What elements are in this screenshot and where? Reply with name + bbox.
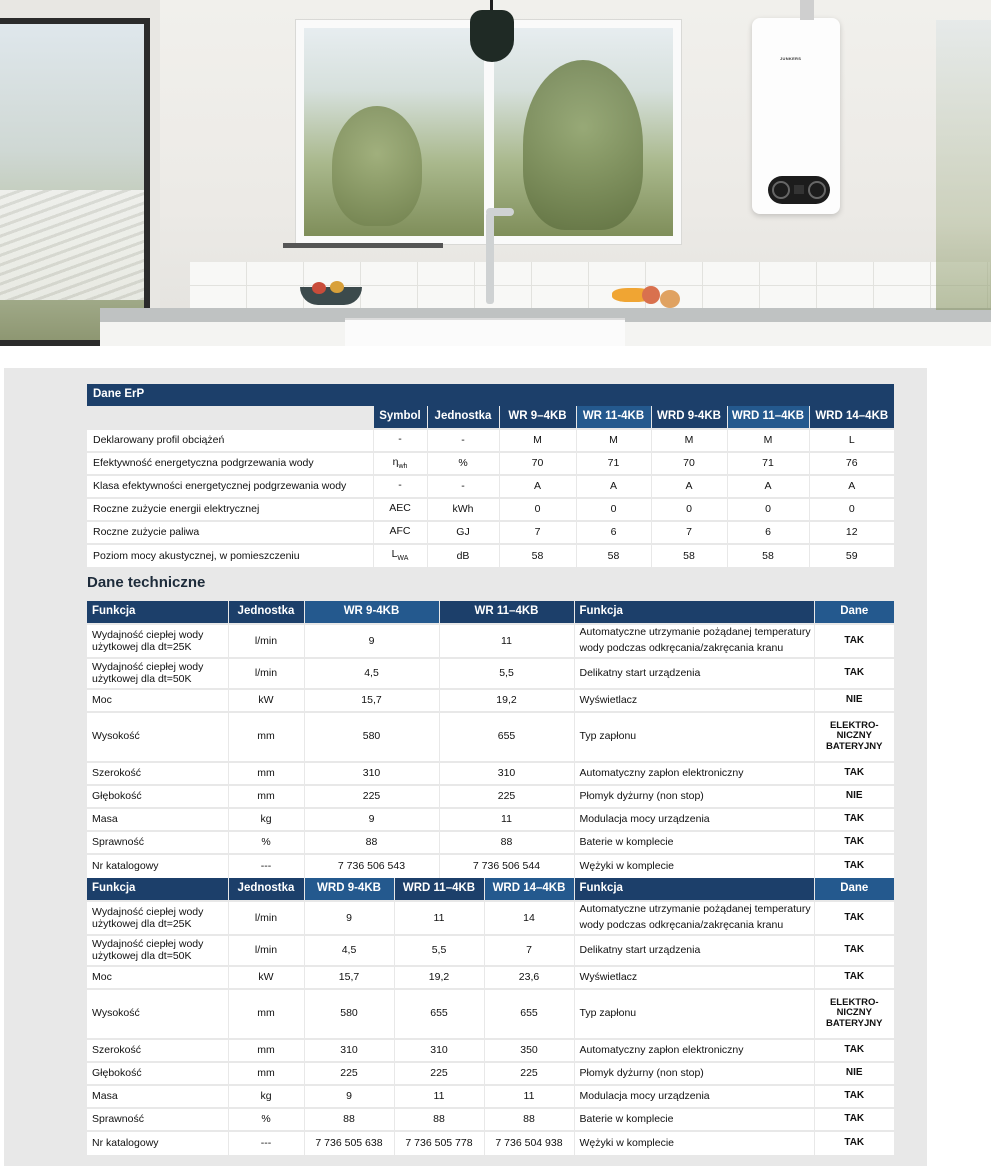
tech2-row-unit: kW [228,966,304,989]
tech2-row [87,1039,894,1062]
hero-pendant-lamp [470,10,514,62]
tech1-header-feature: Funkcja [574,601,814,624]
erp-header-model: WRD 14–4KB [809,406,894,429]
tech2-row-function: Szerokość [87,1039,228,1062]
tech2-row-model-value: 225 [394,1062,484,1085]
tech2-row-function: Głębokość [87,1062,228,1085]
tech1-row-model-value: 5,5 [439,658,574,689]
tech2-row-status: TAK [814,901,894,935]
erp-row [87,475,894,498]
tech2-row-feature: Automatyczny zapłon elektroniczny [574,1039,814,1062]
tech1-row-feature: Delikatny start urządzenia [574,658,814,689]
tech2-header-model: WRD 14–4KB [484,878,574,901]
erp-row-value: 58 [576,544,651,567]
erp-row-value: 6 [727,521,809,544]
erp-row [87,429,894,452]
tech2-header-model: WRD 11–4KB [394,878,484,901]
tech1-row-status: TAK [814,808,894,831]
tech2-row-model-value: 9 [304,1085,394,1108]
tech2-row-model-value: 19,2 [394,966,484,989]
tech2-row-feature: Wyświetlacz [574,966,814,989]
erp-row-value: A [727,475,809,498]
tech1-row-status: NIE [814,785,894,808]
section-title-technical: Dane techniczne [87,574,206,591]
erp-symbol-text: - [398,432,402,445]
tech2-row-model-value: 4,5 [304,935,394,966]
tech1-row-model-value: 7 736 506 543 [304,854,439,878]
tech2-row-unit: --- [228,1131,304,1155]
erp-row-value: A [809,475,894,498]
erp-row-label: Roczne zużycie paliwa [87,521,373,544]
erp-row-unit: - [427,475,499,498]
tech1-row-function: Szerokość [87,762,228,785]
erp-row-label: Poziom mocy akustycznej, w pomieszczeniu [87,544,373,567]
tech2-row-model-value: 350 [484,1039,574,1062]
tech1-row-unit: kW [228,689,304,712]
tech1-row-unit: kg [228,808,304,831]
erp-row [87,544,894,567]
tech1-row-status: TAK [814,854,894,878]
tech2-row-feature: Delikatny start urządzenia [574,935,814,966]
erp-row-value: A [499,475,576,498]
erp-symbol-text: L [391,548,398,561]
tech-table-wrd [87,878,894,1155]
tech2-row [87,935,894,966]
tech2-row-model-value: 580 [304,989,394,1039]
tech2-header-feature: Funkcja [574,878,814,901]
tech2-row [87,1062,894,1085]
hero-door [0,18,150,346]
hero-tree [523,60,643,230]
tech1-row-unit: --- [228,854,304,878]
tech2-row [87,966,894,989]
tech2-row-status: TAK [814,1039,894,1062]
tech1-row-model-value: 11 [439,808,574,831]
erp-row-label: Efektywność energetyczna podgrzewania wody [87,452,373,475]
tech1-row-model-value: 88 [304,831,439,854]
tech2-row-feature: Baterie w komplecie [574,1108,814,1131]
tech2-row-model-value: 11 [394,1085,484,1108]
tech2-header-model: WRD 9-4KB [304,878,394,901]
tech2-row-feature: Typ zapłonu [574,989,814,1039]
tech1-row-model-value: 88 [439,831,574,854]
tech2-row-model-value: 7 736 505 638 [304,1131,394,1155]
tech1-row [87,658,894,689]
tech2-row-model-value: 15,7 [304,966,394,989]
tech2-row [87,1085,894,1108]
tech1-row [87,854,894,878]
tech2-row-function: Wydajność ciepłej wody użytkowej dla dt=25K [87,901,228,935]
tech1-row-function: Wysokość [87,712,228,762]
tech1-row [87,762,894,785]
erp-row-value: 0 [576,498,651,521]
erp-row-value: A [576,475,651,498]
erp-row-value: M [651,429,727,452]
tech1-row-model-value: 4,5 [304,658,439,689]
erp-row-value: 6 [576,521,651,544]
tech2-row-model-value: 7 736 504 938 [484,1131,574,1155]
display-icon [794,185,804,194]
tech1-row-status: TAK [814,831,894,854]
tech1-row-unit: % [228,831,304,854]
erp-table [87,384,894,567]
tech1-row-unit: mm [228,712,304,762]
knob-icon [808,181,826,199]
tech2-row-function: Moc [87,966,228,989]
erp-row-unit: kWh [427,498,499,521]
hero-sink [345,318,625,346]
tech-table-wr [87,601,894,878]
hero-porch [0,190,144,300]
tech2-row-status: TAK [814,935,894,966]
tech2-row [87,1108,894,1131]
tech2-row-unit: l/min [228,935,304,966]
tech2-row-model-value: 655 [394,989,484,1039]
erp-row-label: Klasa efektywności energetycznej podgrzewania wody [87,475,373,498]
tech2-row-model-value: 225 [304,1062,394,1085]
erp-row-value: M [499,429,576,452]
erp-row-value: 7 [651,521,727,544]
erp-row [87,498,894,521]
tech2-row-function: Wydajność ciepłej wody użytkowej dla dt=50K [87,935,228,966]
tech2-row-model-value: 23,6 [484,966,574,989]
erp-header-blank [87,406,373,429]
tech1-row-feature: Wężyki w komplecie [574,854,814,878]
tech1-row-unit: mm [228,785,304,808]
tech1-row-model-value: 7 736 506 544 [439,854,574,878]
erp-row-symbol [373,429,427,452]
erp-symbol-text: η [392,455,399,468]
tech1-row-feature: Wyświetlacz [574,689,814,712]
erp-row-unit: GJ [427,521,499,544]
erp-header-model: WR 9–4KB [499,406,576,429]
knob-icon [772,181,790,199]
erp-row-value: A [651,475,727,498]
erp-row-value: 71 [576,452,651,475]
tech2-row-model-value: 11 [394,901,484,935]
tech1-row-feature: Automatyczny zapłon elektroniczny [574,762,814,785]
tech1-row-model-value: 225 [304,785,439,808]
tech1-row-feature: Typ zapłonu [574,712,814,762]
erp-row-value: 12 [809,521,894,544]
erp-row-value: 58 [727,544,809,567]
erp-row-value: 58 [499,544,576,567]
hero-fruit [660,290,680,308]
tech2-row-feature: Automatyczne utrzymanie pożądanej temperatury wody podczas odkręcania/zakręcania kranu [574,901,814,935]
tech1-row-model-value: 11 [439,624,574,658]
tech1-header-model: WR 9-4KB [304,601,439,624]
tech2-row [87,901,894,935]
tech2-row-model-value: 7 [484,935,574,966]
tech2-row-status: TAK [814,1085,894,1108]
erp-row-value: M [727,429,809,452]
tech2-row-feature: Modulacja mocy urządzenia [574,1085,814,1108]
erp-row-value: 7 [499,521,576,544]
erp-row-symbol [373,475,427,498]
erp-row [87,521,894,544]
tech1-row-model-value: 580 [304,712,439,762]
tech2-row-status: ELEKTRO-NICZNY BATERYJNY [814,989,894,1039]
erp-row-value: 0 [651,498,727,521]
hero-faucet [486,212,494,304]
tech2-row-model-value: 9 [304,901,394,935]
hero-shelf [283,243,443,248]
hero-tree [332,106,422,226]
tech2-row-model-value: 11 [484,1085,574,1108]
tech2-row-status: NIE [814,1062,894,1085]
water-heater-control-panel [768,176,830,204]
tech1-row-status: NIE [814,689,894,712]
water-heater [752,18,840,214]
erp-row-unit: - [427,429,499,452]
tech2-row [87,1131,894,1155]
tech2-row-model-value: 88 [394,1108,484,1131]
tech1-header-function: Funkcja [87,601,228,624]
erp-row-value: 0 [499,498,576,521]
tech1-row-unit: l/min [228,624,304,658]
erp-symbol-subscript: wh [398,463,408,471]
erp-row-symbol [373,521,427,544]
tech2-row-model-value: 14 [484,901,574,935]
tech1-row-model-value: 310 [439,762,574,785]
tech1-header-unit: Jednostka [228,601,304,624]
tech1-row-function: Nr katalogowy [87,854,228,878]
tech1-row-model-value: 655 [439,712,574,762]
erp-symbol-text: - [398,478,402,491]
hero-kitchen-photo [0,0,991,346]
tech1-row-feature: Płomyk dyżurny (non stop) [574,785,814,808]
tech2-row-unit: mm [228,989,304,1039]
tech1-row-status: TAK [814,762,894,785]
tech1-row-status: TAK [814,624,894,658]
tech1-row-model-value: 9 [304,624,439,658]
tech1-row-model-value: 225 [439,785,574,808]
tech2-row-status: TAK [814,1131,894,1155]
erp-row-value: 70 [651,452,727,475]
erp-symbol-text: AFC [389,524,411,537]
tech2-row-feature: Wężyki w komplecie [574,1131,814,1155]
erp-row-value: 71 [727,452,809,475]
tech2-row-unit: l/min [228,901,304,935]
tech2-row-model-value: 225 [484,1062,574,1085]
erp-row-value: 58 [651,544,727,567]
tech1-row-model-value: 9 [304,808,439,831]
tech2-header-value: Dane [814,878,894,901]
tech2-row-unit: mm [228,1062,304,1085]
tech2-row-function: Nr katalogowy [87,1131,228,1155]
tech1-row-unit: mm [228,762,304,785]
tech1-row-model-value: 15,7 [304,689,439,712]
water-heater-brand: JUNKERS [780,56,802,61]
tech2-row-model-value: 655 [484,989,574,1039]
tech2-row-model-value: 310 [304,1039,394,1062]
tech2-row-model-value: 88 [484,1108,574,1131]
tech1-row-model-value: 19,2 [439,689,574,712]
tech1-row [87,624,894,658]
erp-header-model: WRD 11–4KB [727,406,809,429]
erp-title: Dane ErP [87,384,894,406]
tech1-row-unit: l/min [228,658,304,689]
tech2-row-model-value: 310 [394,1039,484,1062]
hero-fruit [642,286,660,304]
tech1-row-status: TAK [814,658,894,689]
tech2-row-function: Wysokość [87,989,228,1039]
tech2-row-unit: kg [228,1085,304,1108]
tech2-row-model-value: 5,5 [394,935,484,966]
erp-row-label: Deklarowany profil obciążeń [87,429,373,452]
tech1-row [87,831,894,854]
hero-faucet-head [486,208,514,216]
erp-row-value: 59 [809,544,894,567]
tech1-row-function: Moc [87,689,228,712]
water-heater-pipe [800,0,814,20]
hero-fruit [312,282,326,294]
erp-row-label: Roczne zużycie energii elektrycznej [87,498,373,521]
tech1-row-function: Masa [87,808,228,831]
erp-row-value: 70 [499,452,576,475]
erp-row-value: 0 [809,498,894,521]
tech1-row [87,689,894,712]
tech2-row [87,989,894,1039]
tech2-header-unit: Jednostka [228,878,304,901]
tech2-row-model-value: 88 [304,1108,394,1131]
tech1-row-function: Głębokość [87,785,228,808]
erp-row [87,452,894,475]
hero-right-window [936,20,991,310]
erp-row-unit: dB [427,544,499,567]
erp-header-model: WRD 9-4KB [651,406,727,429]
erp-header-unit: Jednostka [427,406,499,429]
erp-row-value: M [576,429,651,452]
tech2-row-unit: mm [228,1039,304,1062]
tech1-row-function: Wydajność ciepłej wody użytkowej dla dt=25K [87,624,228,658]
tech1-header-model: WR 11–4KB [439,601,574,624]
tech1-row-function: Wydajność ciepłej wody użytkowej dla dt=50K [87,658,228,689]
tech1-row [87,808,894,831]
tech1-row-function: Sprawność [87,831,228,854]
tech2-row-status: TAK [814,1108,894,1131]
tech2-row-unit: % [228,1108,304,1131]
erp-symbol-subscript: WA [397,555,409,563]
erp-row-value: L [809,429,894,452]
erp-row-value: 76 [809,452,894,475]
tech1-row-feature: Baterie w komplecie [574,831,814,854]
tech1-row-feature: Modulacja mocy urządzenia [574,808,814,831]
tech2-row-function: Masa [87,1085,228,1108]
tech1-row [87,785,894,808]
erp-row-unit: % [427,452,499,475]
tech2-header-function: Funkcja [87,878,228,901]
erp-row-symbol [373,498,427,521]
erp-row-symbol [373,452,427,475]
erp-header-symbol: Symbol [373,406,427,429]
tech1-row-feature: Automatyczne utrzymanie pożądanej temperatury wody podczas odkręcania/zakręcania kranu [574,624,814,658]
tech2-row-status: TAK [814,966,894,989]
erp-row-symbol [373,544,427,567]
tech2-row-feature: Płomyk dyżurny (non stop) [574,1062,814,1085]
tech1-row-model-value: 310 [304,762,439,785]
erp-symbol-text: AEC [389,501,411,514]
tech1-row [87,712,894,762]
tech1-row-status: ELEKTRO-NICZNY BATERYJNY [814,712,894,762]
tech1-header-value: Dane [814,601,894,624]
hero-fruit [330,281,344,293]
tech2-row-model-value: 7 736 505 778 [394,1131,484,1155]
erp-row-value: 0 [727,498,809,521]
tech2-row-function: Sprawność [87,1108,228,1131]
erp-header-model: WR 11-4KB [576,406,651,429]
